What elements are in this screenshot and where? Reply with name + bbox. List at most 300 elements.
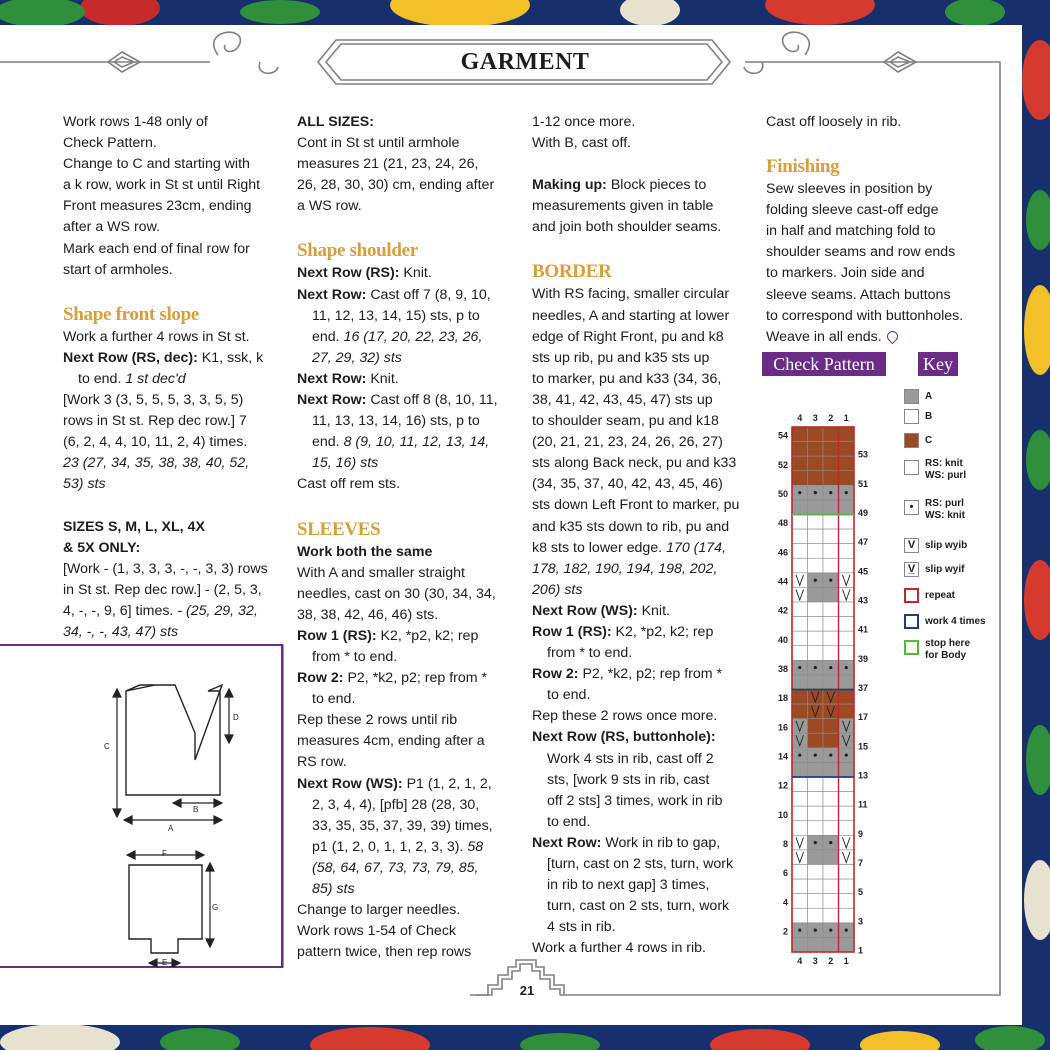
text-segment: K1, ssk, k bbox=[201, 349, 264, 366]
row-label: 41 bbox=[858, 624, 869, 635]
key-swatch bbox=[904, 614, 919, 629]
text-line: With B, cast off. bbox=[532, 135, 632, 152]
chart-cell bbox=[839, 806, 855, 821]
chart-cell bbox=[839, 908, 855, 923]
chart-cell bbox=[823, 427, 839, 442]
chart-cell bbox=[823, 865, 839, 880]
front-body-outline bbox=[126, 685, 222, 795]
text-segment: Knit. bbox=[370, 370, 399, 387]
purl-dot bbox=[814, 579, 817, 582]
text-line: 34, -, -, 43, 47) sts bbox=[63, 623, 179, 640]
chart-cell bbox=[808, 646, 824, 661]
diagram-label-a: A bbox=[168, 824, 174, 833]
text-line bbox=[297, 837, 498, 858]
text-segment: 4, -, -, 9, 6] times. bbox=[63, 602, 178, 619]
chart-cell bbox=[808, 777, 824, 792]
text-line: Next Row (RS, buttonhole): bbox=[532, 729, 716, 746]
text-segment: 1 st dec'd bbox=[125, 370, 186, 387]
chart-cell bbox=[808, 733, 824, 748]
chart-cell bbox=[823, 471, 839, 486]
chart-cell bbox=[839, 704, 855, 719]
text-line: With A and smaller straight bbox=[297, 564, 465, 581]
text-segment: Knit. bbox=[403, 265, 432, 282]
chart-cell bbox=[792, 515, 808, 530]
row-label: 7 bbox=[858, 857, 864, 868]
text-line bbox=[532, 622, 739, 643]
spacer bbox=[63, 281, 268, 302]
text-line: 38, 41, 42, 43, 45, 47) sts up bbox=[532, 391, 713, 408]
chart-cell bbox=[839, 602, 855, 617]
text-line: in rib to next gap] 3 times, bbox=[547, 877, 710, 894]
text-line: sts up rib, pu and k35 sts up bbox=[532, 349, 710, 366]
text-line bbox=[63, 369, 268, 390]
key-label: WS: purl bbox=[925, 470, 967, 481]
text-segment: 8 (9, 10, 11, 12, 13, 14, bbox=[343, 434, 490, 451]
text-line: folding sleeve cast-off edge bbox=[766, 202, 939, 219]
spacer bbox=[297, 496, 498, 517]
key-label: for Body bbox=[925, 650, 967, 661]
text-line: [Work - (1, 3, 3, 3, -, -, 3, 3) rows bbox=[63, 560, 268, 577]
diagram-label-e: E bbox=[162, 958, 168, 967]
section-heading: BORDER bbox=[532, 261, 612, 283]
text-line: Change to C and starting with bbox=[63, 156, 250, 173]
text-segment: K2, *p2, k2; rep bbox=[615, 623, 714, 640]
row-label: 4 bbox=[782, 897, 788, 908]
chart-cell bbox=[823, 777, 839, 792]
spacer bbox=[63, 496, 268, 517]
row-label: 37 bbox=[858, 682, 869, 693]
text-segment: Making up: bbox=[532, 177, 611, 194]
text-line: 2, 3, 4, 4), [pfb] 28 (28, 30, bbox=[312, 796, 480, 813]
text-line: a k row, work in St st until Right bbox=[63, 177, 261, 194]
text-segment: - (25, 29, 32, bbox=[177, 602, 258, 619]
chart-cell bbox=[839, 617, 855, 632]
chart-cell bbox=[792, 675, 808, 690]
chart-cell bbox=[808, 442, 824, 457]
text-line: after a WS row. bbox=[63, 219, 160, 236]
text-segment: P2, *k2, p2; rep from * bbox=[582, 666, 723, 683]
text-line bbox=[297, 432, 498, 453]
text-line bbox=[532, 833, 739, 854]
chart-cell bbox=[792, 500, 808, 515]
text-segment: Next Row (WS): bbox=[297, 775, 407, 792]
chart-cell bbox=[823, 719, 839, 734]
text-segment: K2, *p2, k2; rep bbox=[380, 627, 479, 644]
text-line: sts down Left Front to marker, pu bbox=[532, 497, 740, 514]
chart-cell bbox=[823, 631, 839, 646]
chart-cell bbox=[792, 544, 808, 559]
pattern-page bbox=[0, 25, 1022, 1025]
diagram-label-g: G bbox=[212, 903, 219, 912]
text-line: needles, A and starting at lower bbox=[532, 307, 730, 324]
row-label: 8 bbox=[782, 839, 788, 849]
diagram-label-c: C bbox=[104, 742, 110, 751]
chart-cell bbox=[808, 587, 824, 602]
text-segment: Next Row: bbox=[297, 392, 371, 409]
purl-dot bbox=[814, 666, 817, 669]
chart-cell bbox=[808, 762, 824, 777]
text-segment: 16 (17, 20, 22, 23, 26, bbox=[343, 328, 483, 345]
chart-cell bbox=[823, 675, 839, 690]
chart-cell bbox=[792, 690, 808, 705]
purl-dot bbox=[798, 666, 801, 669]
chart-cell bbox=[823, 602, 839, 617]
column-label: 4 bbox=[797, 956, 803, 966]
text-line bbox=[532, 175, 739, 196]
row-label: 10 bbox=[777, 809, 788, 820]
text-segment: Next Row: bbox=[297, 370, 371, 387]
text-line: Sew sleeves in position by bbox=[766, 181, 933, 198]
text-segment: Row 1 (RS): bbox=[532, 623, 616, 640]
text-line: to marker, pu and k33 (34, 36, bbox=[532, 370, 722, 387]
text-line: Weave in all ends. bbox=[766, 327, 963, 348]
text-segment: Row 2: bbox=[297, 670, 348, 687]
diagram-label-d: D bbox=[233, 713, 239, 722]
row-label: 51 bbox=[858, 478, 869, 489]
chart-cell bbox=[808, 850, 824, 865]
key-swatch bbox=[904, 409, 919, 424]
sleeve-outline bbox=[129, 865, 202, 953]
chart-cell bbox=[808, 544, 824, 559]
text-segment: Cast off 7 (8, 9, 10, bbox=[370, 286, 491, 303]
text-line: 206) sts bbox=[532, 581, 583, 598]
text-line: from * to end. bbox=[547, 645, 633, 662]
chart-cell bbox=[792, 704, 808, 719]
text-line bbox=[297, 263, 498, 284]
text-line: Work rows 1-54 of Check bbox=[297, 923, 457, 940]
text-line: from * to end. bbox=[312, 648, 398, 665]
text-line: With RS facing, smaller circular bbox=[532, 286, 730, 303]
chart-cell bbox=[792, 821, 808, 836]
spacer bbox=[532, 238, 739, 259]
text-line: (6, 2, 4, 4, 10, 11, 2, 4) times. bbox=[63, 434, 248, 451]
chart-cell bbox=[839, 937, 855, 952]
column-label: 3 bbox=[812, 956, 818, 966]
row-label: 11 bbox=[858, 799, 868, 810]
section-heading: Finishing bbox=[766, 156, 840, 178]
page-number: 21 bbox=[519, 983, 535, 998]
chart-cell bbox=[808, 937, 824, 952]
text-column-1 bbox=[63, 112, 268, 643]
purl-dot bbox=[845, 929, 848, 932]
text-line: & 5X ONLY: bbox=[63, 539, 141, 556]
row-label: 40 bbox=[777, 634, 788, 645]
chart-cell bbox=[808, 719, 824, 734]
text-column-2 bbox=[297, 112, 498, 963]
purl-dot bbox=[798, 754, 801, 757]
chart-cell bbox=[808, 908, 824, 923]
text-line: measures 21 (21, 23, 24, 26, bbox=[297, 156, 479, 173]
chart-cell bbox=[792, 865, 808, 880]
chart-cell bbox=[839, 558, 855, 573]
chart-cell bbox=[792, 806, 808, 821]
text-line bbox=[297, 369, 498, 390]
row-label: 38 bbox=[777, 664, 788, 674]
text-segment: p1 (1, 2, 0, 1, 1, 2, 3, 3). bbox=[312, 838, 468, 855]
chart-cell bbox=[808, 675, 824, 690]
text-line: Cast off loosely in rib. bbox=[766, 114, 902, 130]
chart-cell bbox=[839, 442, 855, 457]
row-label: 5 bbox=[858, 887, 864, 898]
text-line: 33, 35, 35, 37, 39, 39) times, bbox=[312, 817, 493, 834]
text-line: measures 4cm, ending after a bbox=[297, 733, 485, 750]
chart-cell bbox=[792, 792, 808, 807]
purl-dot bbox=[845, 754, 848, 757]
chart-cell bbox=[823, 587, 839, 602]
chart-cell bbox=[839, 544, 855, 559]
text-column-4 bbox=[766, 112, 963, 348]
section-heading: Shape shoulder bbox=[297, 240, 418, 262]
text-line: to end. bbox=[547, 687, 591, 704]
purl-dot bbox=[845, 491, 848, 494]
section-heading: SLEEVES bbox=[297, 518, 381, 540]
text-line: 53) sts bbox=[63, 476, 106, 493]
chart-cell bbox=[839, 456, 855, 471]
text-line: to shoulder seam, pu and k18 bbox=[532, 413, 719, 430]
key-swatch: V bbox=[904, 538, 919, 553]
chart-cell bbox=[823, 850, 839, 865]
chart-cell bbox=[823, 792, 839, 807]
text-segment: 170 (174, bbox=[666, 539, 727, 556]
text-segment: Next Row (RS): bbox=[297, 265, 404, 282]
text-segment: 58 bbox=[467, 838, 484, 855]
chart-cell bbox=[839, 777, 855, 792]
key-label: RS: knit bbox=[925, 458, 963, 469]
purl-dot bbox=[798, 929, 801, 932]
schematic-diagram bbox=[0, 645, 283, 967]
column-label: 1 bbox=[843, 956, 849, 966]
chart-cell bbox=[823, 733, 839, 748]
purl-dot bbox=[814, 754, 817, 757]
row-label: 6 bbox=[782, 868, 788, 879]
chart-cell bbox=[823, 908, 839, 923]
chart-cell bbox=[808, 529, 824, 544]
text-line: 26, 28, 30, 30) cm, ending after bbox=[297, 177, 495, 194]
text-line: 85) sts bbox=[312, 881, 355, 897]
chart-cell bbox=[792, 442, 808, 457]
row-label: 52 bbox=[777, 459, 788, 470]
key-swatch bbox=[904, 433, 919, 448]
text-line: 11, 13, 13, 14, 16) sts, p to bbox=[312, 413, 480, 430]
row-label: 3 bbox=[858, 916, 864, 927]
chart-cell bbox=[839, 690, 855, 705]
text-line: 1-12 once more. bbox=[532, 114, 636, 130]
column-label: 3 bbox=[812, 413, 818, 423]
text-line: (20, 21, 21, 23, 24, 26, 26, 27) bbox=[532, 434, 723, 451]
key-label: repeat bbox=[925, 590, 956, 601]
text-line: Work a further 4 rows in rib. bbox=[532, 940, 706, 957]
text-line bbox=[297, 285, 498, 306]
row-label: 50 bbox=[777, 489, 788, 499]
purl-dot bbox=[798, 491, 801, 494]
text-segment: end. bbox=[312, 434, 344, 451]
chart-cell bbox=[823, 544, 839, 559]
chart-cell bbox=[808, 515, 824, 530]
purl-dot bbox=[829, 754, 832, 757]
chart-cell bbox=[823, 500, 839, 515]
text-line: (34, 35, 37, 40, 42, 43, 45, 46) bbox=[532, 476, 723, 493]
key-header: Key bbox=[918, 352, 958, 376]
chart-cell bbox=[823, 762, 839, 777]
key-swatch bbox=[904, 389, 919, 404]
chart-cell bbox=[839, 631, 855, 646]
text-line bbox=[297, 668, 498, 689]
chart-cell bbox=[839, 529, 855, 544]
chart-cell bbox=[839, 865, 855, 880]
text-line: Rep these 2 rows until rib bbox=[297, 712, 458, 729]
spacer bbox=[766, 133, 963, 154]
chart-cell bbox=[823, 894, 839, 909]
row-label: 39 bbox=[858, 653, 869, 664]
text-line: turn, cast on 2 sts, turn, work bbox=[547, 898, 730, 915]
purl-dot bbox=[814, 841, 817, 844]
text-line: Front measures 23cm, ending bbox=[63, 198, 252, 215]
text-line: measurements given in table bbox=[532, 198, 714, 215]
chart-cell bbox=[823, 558, 839, 573]
row-label: 48 bbox=[777, 518, 788, 529]
text-line: SIZES S, M, L, XL, 4X bbox=[63, 518, 205, 535]
row-label: 53 bbox=[858, 449, 869, 460]
text-line: pattern twice, then rep rows bbox=[297, 944, 472, 961]
chart-cell bbox=[839, 427, 855, 442]
text-line: ALL SIZES: bbox=[297, 114, 374, 130]
chart-cell bbox=[792, 908, 808, 923]
purl-dot bbox=[814, 929, 817, 932]
chart-cell bbox=[792, 631, 808, 646]
text-line: sts, [work 9 sts in rib, cast bbox=[547, 771, 710, 788]
text-line: Rep these 2 rows once more. bbox=[532, 708, 718, 725]
text-line: Cast off rem sts. bbox=[297, 476, 401, 493]
text-line: [Work 3 (3, 5, 5, 5, 3, 3, 5, 5) bbox=[63, 392, 244, 409]
text-line: a WS row. bbox=[297, 198, 362, 215]
key-swatch bbox=[904, 588, 919, 603]
key-label: work 4 times bbox=[925, 616, 986, 627]
chart-cell bbox=[792, 529, 808, 544]
text-line bbox=[532, 601, 739, 622]
check-pattern-header: Check Pattern bbox=[762, 352, 886, 376]
chart-cell bbox=[792, 879, 808, 894]
chart-cell bbox=[792, 762, 808, 777]
section-heading: Shape front slope bbox=[63, 303, 200, 325]
key-swatch bbox=[904, 640, 919, 655]
text-column-3 bbox=[532, 112, 739, 959]
row-label: 13 bbox=[858, 770, 869, 781]
text-line bbox=[63, 348, 268, 369]
chart-cell bbox=[808, 427, 824, 442]
chart-cell bbox=[823, 456, 839, 471]
text-segment: P2, *k2, p2; rep from * bbox=[347, 670, 488, 687]
spacer bbox=[532, 154, 739, 175]
text-line: 23 (27, 34, 35, 38, 38, 40, 52, bbox=[63, 455, 250, 472]
chart-cell bbox=[792, 558, 808, 573]
row-label: 14 bbox=[777, 751, 788, 762]
text-segment: Row 1 (RS): bbox=[297, 627, 381, 644]
text-line: edge of Right Front, pu and k8 bbox=[532, 328, 724, 345]
text-segment: Next Row: bbox=[297, 286, 371, 303]
chart-cell bbox=[839, 675, 855, 690]
text-line: Change to larger needles. bbox=[297, 902, 461, 919]
page-title: GARMENT bbox=[460, 49, 590, 75]
text-segment: Next Row (RS, dec): bbox=[63, 349, 202, 366]
chart-cell bbox=[792, 456, 808, 471]
text-line: Cont in St st until armhole bbox=[297, 135, 460, 152]
text-line bbox=[532, 664, 739, 685]
chart-cell bbox=[808, 617, 824, 632]
row-label: 1 bbox=[858, 945, 864, 956]
chart-cell bbox=[792, 617, 808, 632]
column-label: 2 bbox=[828, 956, 834, 966]
text-line: 15, 16) sts bbox=[312, 455, 379, 472]
text-line: and join both shoulder seams. bbox=[532, 219, 722, 236]
text-line: sleeve seams. Attach buttons bbox=[766, 286, 951, 303]
row-label: 15 bbox=[858, 741, 869, 752]
key-label: B bbox=[925, 411, 933, 422]
diagram-label-f: F bbox=[162, 849, 167, 858]
spacer bbox=[297, 217, 498, 238]
chart-cell bbox=[823, 515, 839, 530]
text-line: [turn, cast on 2 sts, turn, work bbox=[547, 856, 734, 872]
row-label: 54 bbox=[777, 430, 788, 441]
row-label: 46 bbox=[777, 547, 788, 558]
text-line: in St st. Rep dec row.] - (2, 5, 3, bbox=[63, 581, 262, 598]
row-label: 17 bbox=[858, 712, 869, 723]
row-label: 43 bbox=[858, 595, 869, 606]
purl-dot bbox=[814, 491, 817, 494]
text-line: (58, 64, 67, 73, 73, 79, 85, bbox=[312, 859, 479, 876]
text-line: RS row. bbox=[297, 754, 347, 771]
text-line: 178, 182, 190, 194, 198, 202, bbox=[532, 560, 718, 577]
chart-cell bbox=[839, 894, 855, 909]
text-line bbox=[532, 538, 739, 559]
key-label: C bbox=[925, 435, 933, 446]
column-label: 4 bbox=[797, 413, 803, 423]
key-label: WS: knit bbox=[925, 510, 965, 521]
chart-cell bbox=[808, 558, 824, 573]
chart-cell bbox=[792, 894, 808, 909]
text-segment: Knit. bbox=[641, 602, 670, 619]
chart-cell bbox=[808, 894, 824, 909]
chart-cell bbox=[823, 529, 839, 544]
chart-cell bbox=[792, 602, 808, 617]
diagram-label-b: B bbox=[193, 805, 199, 814]
key-swatch bbox=[904, 460, 919, 475]
row-label: 12 bbox=[777, 780, 788, 791]
chart-cell bbox=[823, 442, 839, 457]
text-line: start of armholes. bbox=[63, 261, 173, 278]
text-segment: Next Row: bbox=[532, 834, 606, 851]
chart-cell bbox=[792, 937, 808, 952]
chart-cell bbox=[839, 792, 855, 807]
text-line bbox=[297, 390, 498, 411]
purl-dot bbox=[829, 666, 832, 669]
text-line: to end. bbox=[312, 691, 356, 708]
chart-cell bbox=[792, 777, 808, 792]
key-swatch: V̲ bbox=[904, 562, 919, 577]
text-line: to correspond with buttonholes. bbox=[766, 307, 964, 324]
row-label: 47 bbox=[858, 537, 869, 548]
purl-dot bbox=[829, 929, 832, 932]
chart-cell bbox=[839, 762, 855, 777]
purl-dot bbox=[845, 666, 848, 669]
check-pattern-chart bbox=[770, 382, 880, 967]
purl-dot bbox=[829, 841, 832, 844]
text-line: Work 4 sts in rib, cast off 2 bbox=[547, 750, 714, 767]
column-label: 2 bbox=[828, 413, 834, 423]
chart-cell bbox=[823, 937, 839, 952]
text-line bbox=[297, 774, 498, 795]
row-label: 9 bbox=[858, 828, 864, 839]
chart-cell bbox=[823, 646, 839, 661]
